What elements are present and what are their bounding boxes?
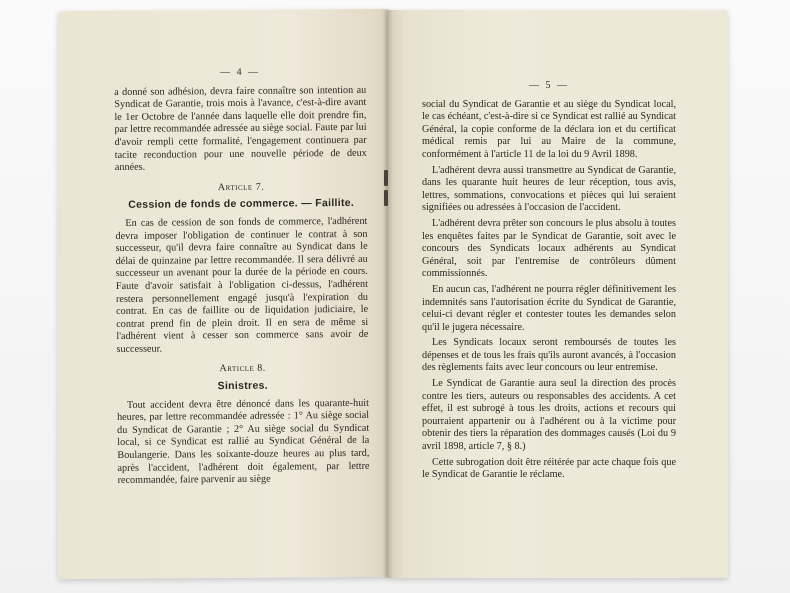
article-8-heading: Sinistres.	[217, 379, 268, 393]
article-7-label: Article 7.	[217, 181, 265, 193]
paragraph: En cas de cession de son fonds de commerce, l'adhérent devra imposer l'obligation de continuer le contrat à son successeur, qu'il devra faire connaître au Syndicat dans le délai de quinzaine par lettre recommandée. Il sera délivré au successeur un avenant pour la durée de la période en cours. Faute d'avoir satisfait à l'obligation ci-dessus, l'adhérent restera personnellement engagé jusqu'à l'expiration du contrat. En cas de faillite ou de liquidation judiciaire, le contrat prend fin de plein droit. Il en sera de même si l'adhérent vient à cesser son commerce sans avoir de successeur.	[115, 215, 369, 355]
page-number-left: — 4 —	[219, 66, 261, 79]
paragraph: L'adhérent devra prêter son concours le plus absolu à toutes les enquêtes faites par le Syndicat de Garantie, soit avec le concours des Syndicats locaux adhérents au Syndicat Général, soit par l'entremise de contrôleurs dûment commissionnés.	[422, 217, 676, 280]
paragraph: Les Syndicats locaux seront remboursés de toutes les dépenses et de tous les frais qu'ils auront avancés, à l'occasion des règlements faits avec leur concours ou leur entremise.	[422, 337, 676, 374]
left-page-text	[114, 66, 370, 488]
page-number-right: — 5 —	[529, 80, 569, 91]
right-page-text	[422, 80, 676, 485]
staple-bottom	[384, 190, 388, 206]
paragraph: Tout accident devra être dénoncé dans les quarante-huit heures, par lettre recommandée adressée : 1° Au siège social du Syndicat de Garantie ; 2° Au siège social du Syndicat local, si ce Syndicat est rallié au Syndicat Général de la Boulangerie. Dans les soixante-douze heures au plus tard, après l'accident, l'adhérent doit également, par lettre recommandée, faire parvenir au siège	[117, 397, 370, 487]
paragraph: Le Syndicat de Garantie aura seul la direction des procès contre les tiers, auteurs ou responsables des accidents. A cet effet, il est subrogé à tous les droits, actions et recours qui pourraient appartenir ou à l'adhérent ou à la victime pour obtenir des tiers la réparation des dommages causés (Loi du 9 avril 1898, article 7, § 8.)	[422, 378, 676, 453]
paragraph: En aucun cas, l'adhérent ne pourra régler définitivement les indemnités sans l'autorisation écrite du Syndicat de Garantie, celui-ci devant régler et contester toutes les demandes selon qu'il le jugera nécessaire.	[422, 283, 676, 333]
paragraph: L'adhérent devra aussi transmettre au Syndicat de Garantie, dans les quarante huit heures de leur réception, tous avis, lettres, sommations, convocations et pièces qui lui seraient signifiées ou adressées à l'occasion de l'accident.	[422, 164, 676, 214]
paragraph: a donné son adhésion, devra faire connaître son intention au Syndicat de Garantie, trois mois à l'avance, c'est-à-dire avant le 1er Octobre de l'année dans laquelle elle doit prendre fin, par lettre recommandée adressée au siège social. Faute par lui d'avoir rempli cette formalité, l'engagement continuera par tacite reconduction pour une nouvelle période de deux années.	[114, 84, 367, 174]
paragraph: social du Syndicat de Garantie et au siège du Syndicat local, le cas échéant, c'est-à-dire si ce Syndicat est rallié au Syndicat Général, la copie conforme de la déclara ion et du certificat médical remis par lui au Maire de la commune, conformément à l'article 11 de la loi du 9 Avril 1898.	[422, 98, 676, 160]
staple-top	[384, 170, 388, 186]
article-7-heading: Cession de fonds de commerce. — Faillite.	[128, 197, 355, 212]
book-gutter	[383, 10, 393, 578]
paragraph: Cette subrogation doit être réitérée par acte chaque fois que le Syndicat de Garantie le réclame.	[422, 456, 676, 481]
article-8-label: Article 8.	[219, 363, 266, 375]
